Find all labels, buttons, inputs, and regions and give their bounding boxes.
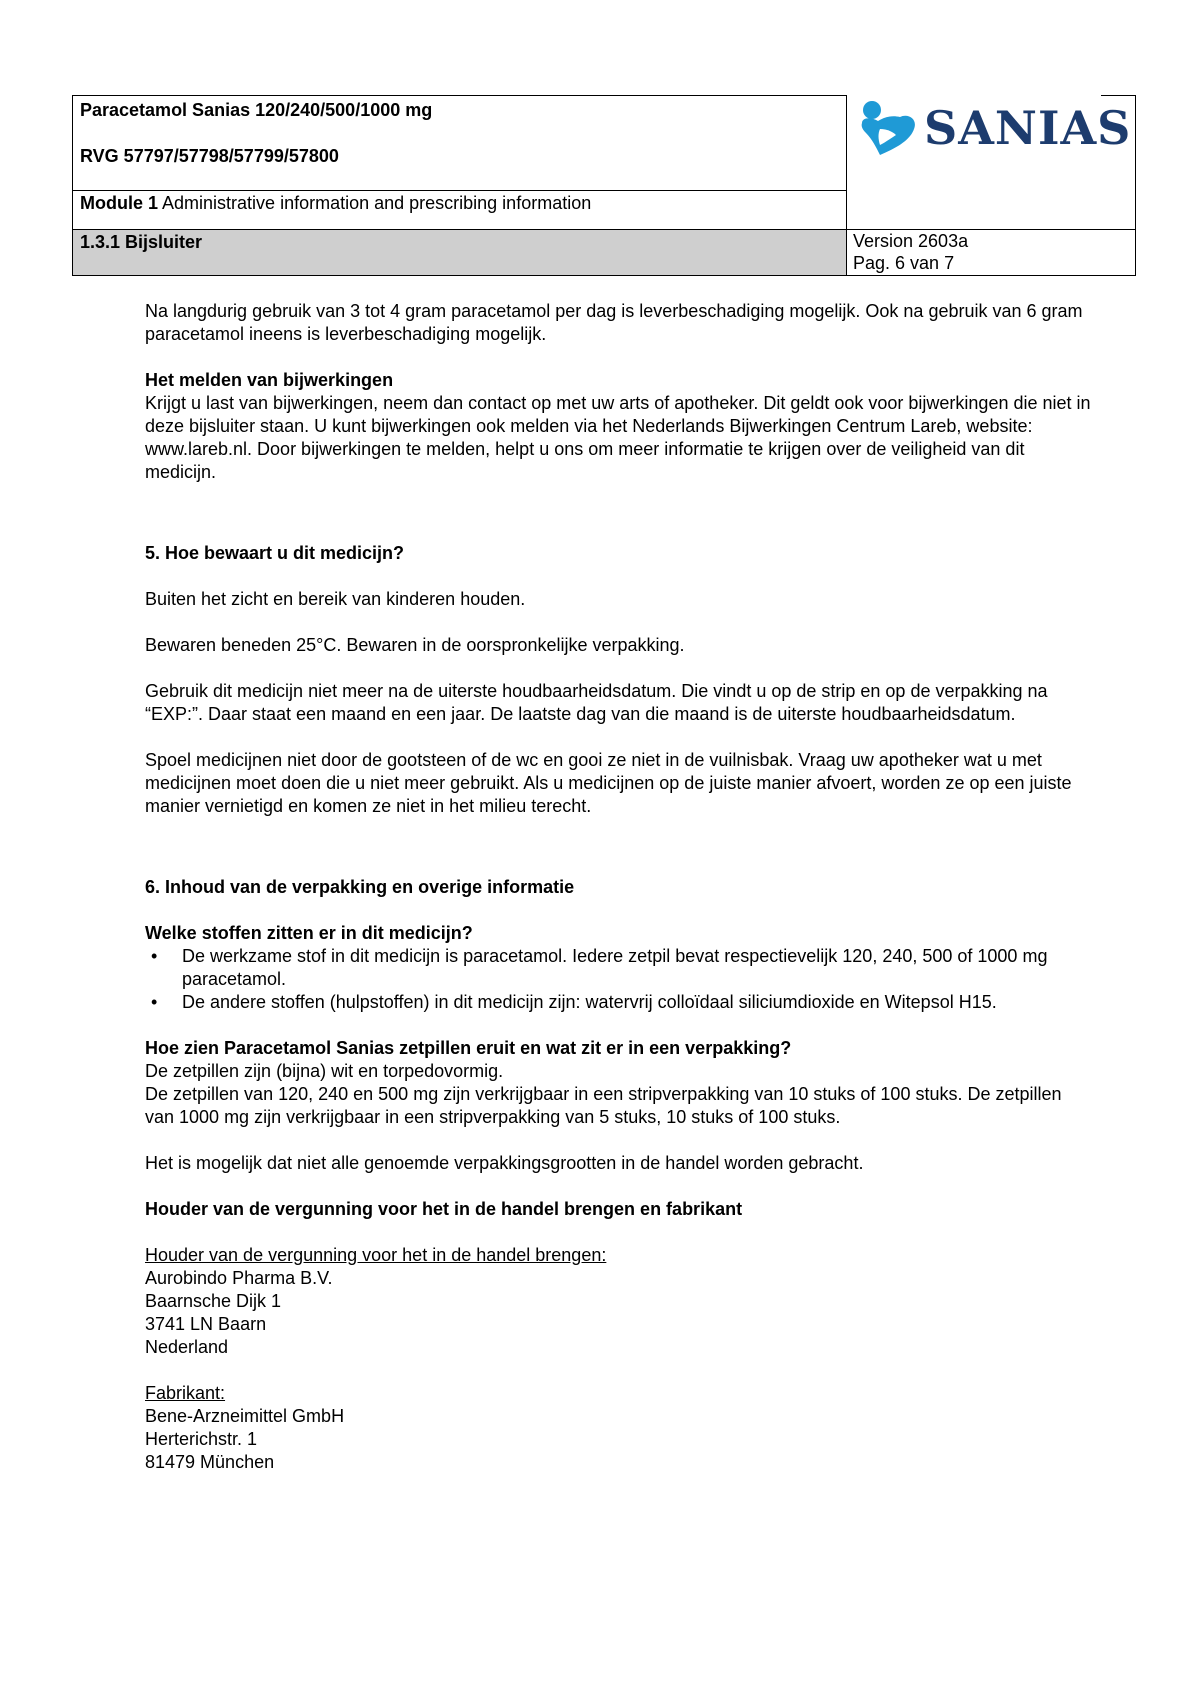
houder-line-2: Baarnsche Dijk 1 (145, 1291, 282, 1311)
ingredients-list (145, 945, 1095, 1014)
fabrikant-line-3: 81479 München (145, 1452, 275, 1472)
heading-section-6: 6. Inhoud van de verpakking en overige informatie (145, 877, 575, 897)
version-label: Version 2603a (853, 231, 969, 251)
document-header (72, 95, 1136, 276)
header-border-bottom (72, 275, 1136, 276)
heading-stoffen: Welke stoffen zitten er in dit medicijn? (145, 923, 473, 943)
sanias-logo-icon (858, 99, 920, 157)
houder-line-3: 3741 LN Baarn (145, 1314, 267, 1334)
paragraph-5-1: Buiten het zicht en bereik van kinderen houden. (145, 589, 526, 609)
fabrikant-label: Fabrikant: (145, 1383, 226, 1403)
list-item (145, 945, 1095, 991)
list-item-text: De werkzame stof in dit medicijn is paracetamol. Iedere zetpil bevat respectievelijk 120, 240, 500 of 1000 mg paracetamol. (182, 946, 1048, 989)
module-text: Administrative information and prescribing information (162, 193, 592, 213)
fabrikant-line-1: Bene-Arzneimittel GmbH (145, 1406, 345, 1426)
paragraph-uiterlijk-2: De zetpillen van 120, 240 en 500 mg zijn verkrijgbaar in een stripverpakking van 10 stuks of 100 stuks. De zetpillen van 1000 mg zijn verkrijgbaar in een stripverpakking van 5 stuks, 10 stuks of 100 stuks. (145, 1084, 1062, 1127)
section-title: 1.3.1 Bijsluiter (80, 232, 203, 252)
paragraph-5-3: Gebruik dit medicijn niet meer na de uiterste houdbaarheidsdatum. Die vindt u op de strip en op de verpakking na “EXP:”. Daar staat een maand en een jaar. De laatste dag van die maand is de uiterste houdbaarheidsdatum. (145, 681, 1048, 724)
header-divider-vertical (846, 95, 847, 276)
paragraph-5-4: Spoel medicijnen niet door de gootsteen of de wc en gooi ze niet in de vuilnisbak. Vraag uw apotheker wat u met medicijnen moet doen die u niet meer gebruikt. Als u medicijnen op de juiste manier afvoert, worden ze op een juiste manier vernietigd en komen ze niet in het milieu terecht. (145, 750, 1072, 816)
sanias-logo (852, 97, 1132, 157)
heading-melden: Het melden van bijwerkingen (145, 370, 394, 390)
header-border-top-right (1101, 95, 1136, 96)
fabrikant-line-2: Herterichstr. 1 (145, 1429, 258, 1449)
bullet-icon: • (151, 946, 158, 966)
page-number: Pag. 6 van 7 (853, 253, 955, 273)
list-item-text: De andere stoffen (hulpstoffen) in dit medicijn zijn: watervrij colloïdaal siliciumdioxide en Witepsol H15. (182, 992, 997, 1012)
paragraph-verpakkingsgrootten: Het is mogelijk dat niet alle genoemde verpakkingsgrootten in de handel worden gebracht. (145, 1153, 864, 1173)
header-border-top-left (72, 95, 846, 96)
paragraph-5-2: Bewaren beneden 25°C. Bewaren in de oorspronkelijke verpakking. (145, 635, 685, 655)
header-divider-section (72, 229, 1136, 230)
paragraph-intro: Na langdurig gebruik van 3 tot 4 gram paracetamol per dag is leverbeschadiging mogelijk. Ook na gebruik van 6 gram paracetamol ineens is leverbeschadiging mogelijk. (145, 301, 1083, 344)
houder-label: Houder van de vergunning voor het in de handel brengen: (145, 1245, 607, 1265)
sanias-logo-text: SANIAS (924, 101, 1132, 155)
list-item (145, 991, 1095, 1014)
bullet-icon: • (151, 992, 158, 1012)
rvg-number: RVG 57797/57798/57799/57800 (80, 146, 339, 166)
heading-uiterlijk: Hoe zien Paracetamol Sanias zetpillen eruit en wat zit er in een verpakking? (145, 1038, 792, 1058)
houder-line-1: Aurobindo Pharma B.V. (145, 1268, 333, 1288)
product-title: Paracetamol Sanias 120/240/500/1000 mg (80, 100, 433, 120)
paragraph-melden: Krijgt u last van bijwerkingen, neem dan contact op met uw arts of apotheker. Dit geldt ook voor bijwerkingen die niet in deze bijsluiter staan. U kunt bijwerkingen ook melden via het Nederlands Bijwerkingen Centrum Lareb, website: www.lareb.nl. Door bijwerkingen te melden, helpt u ons om meer informatie te krijgen over de veiligheid van dit medicijn. (145, 393, 1091, 482)
header-border-left (72, 95, 73, 276)
houder-line-4: Nederland (145, 1337, 229, 1357)
heading-houder: Houder van de vergunning voor het in de handel brengen en fabrikant (145, 1199, 743, 1219)
module-label: Module 1 (80, 193, 159, 213)
leaflet-content (145, 300, 1095, 1474)
module-line (80, 192, 591, 214)
header-border-right (1135, 95, 1136, 276)
heading-section-5: 5. Hoe bewaart u dit medicijn? (145, 543, 405, 563)
header-divider-module (72, 190, 846, 191)
paragraph-uiterlijk-1: De zetpillen zijn (bijna) wit en torpedovormig. (145, 1061, 504, 1081)
